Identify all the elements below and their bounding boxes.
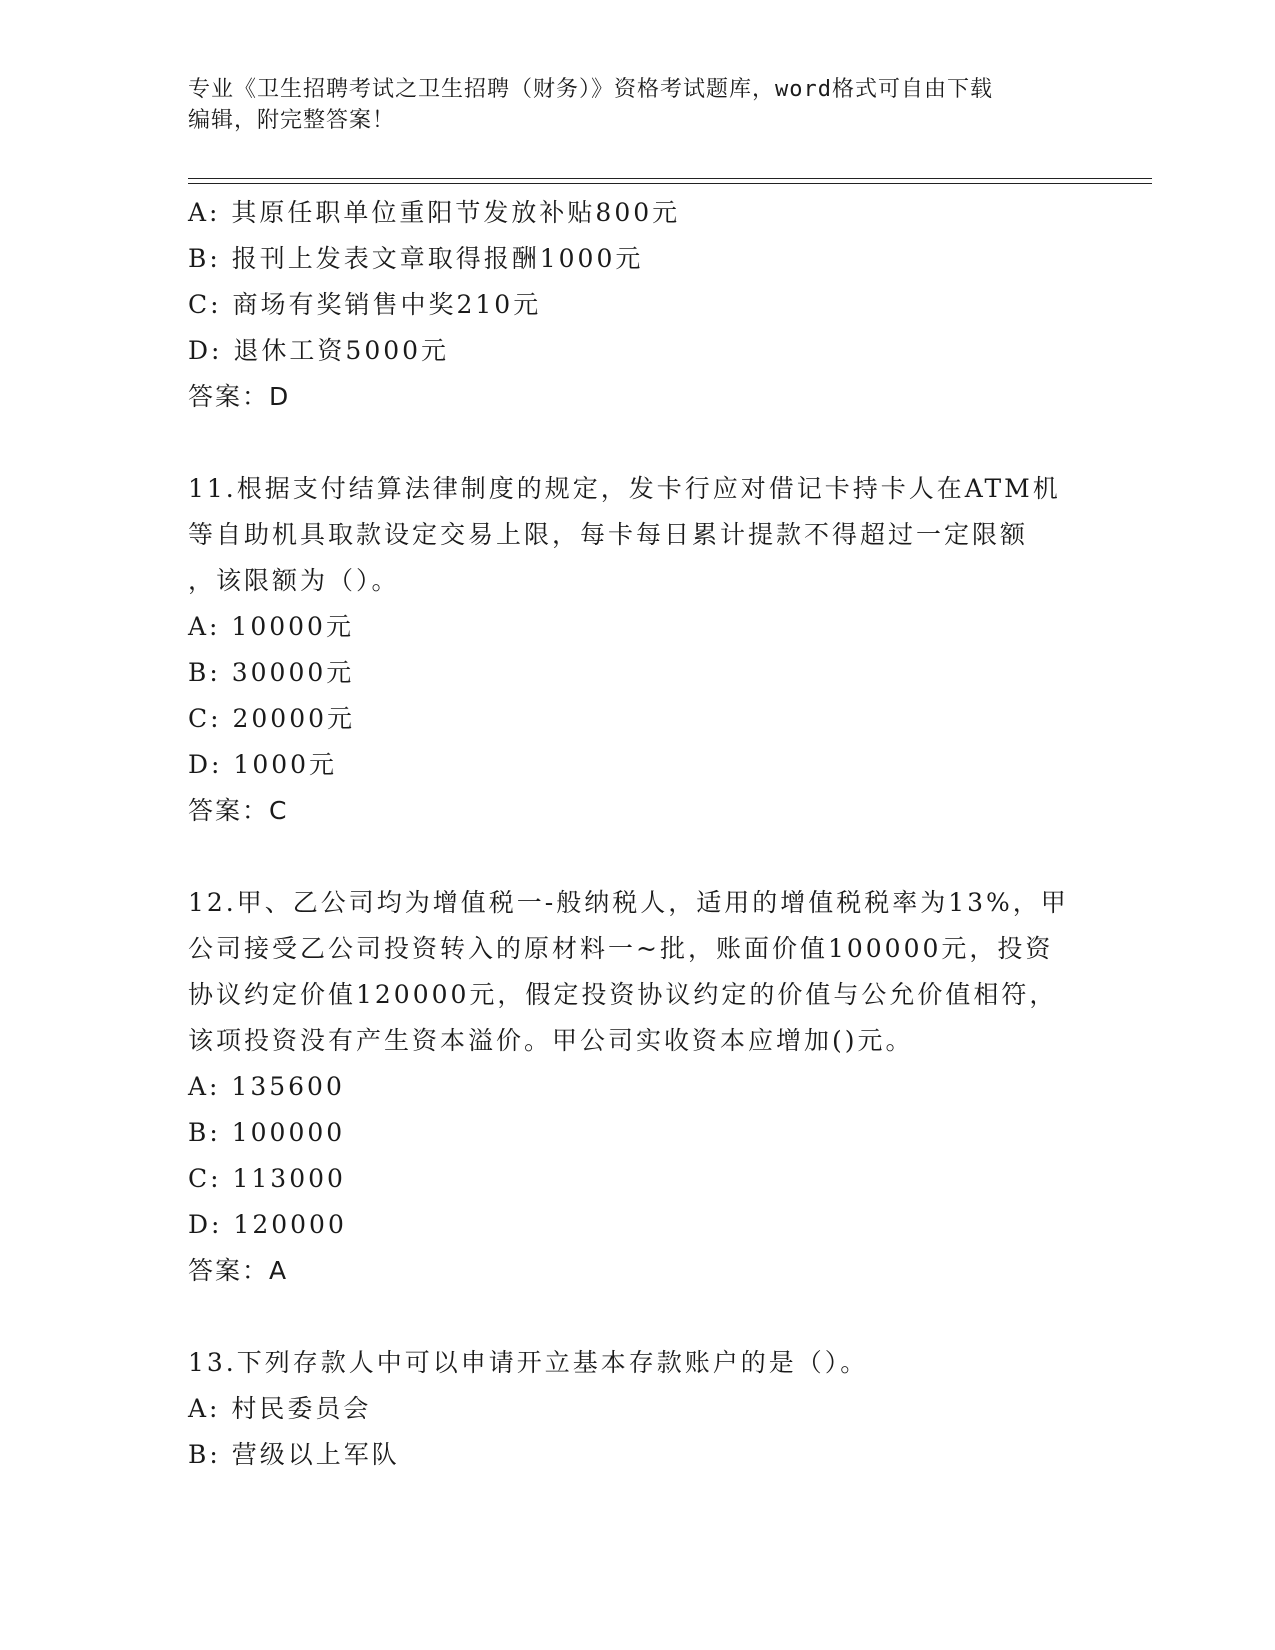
question-text-line: ，该限额为（）。	[188, 566, 400, 595]
answer-line: 答案：A	[188, 1256, 289, 1285]
option-d: D: 退休工资5000元	[188, 336, 450, 365]
question-text-line: 13.下列存款人中可以申请开立基本存款账户的是（）。	[188, 1348, 869, 1377]
option-b: B: 100000	[188, 1118, 346, 1147]
question-text-line: 11.根据支付结算法律制度的规定，发卡行应对借记卡持卡人在ATM机	[188, 474, 1061, 503]
question-12	[188, 880, 1088, 1294]
question-text-line: 公司接受乙公司投资转入的原材料一~批，账面价值100000元，投资	[188, 934, 1054, 963]
option-d: D: 1000元	[188, 750, 338, 779]
option-d: D: 120000	[188, 1210, 347, 1239]
header-line-2: 编辑，附完整答案！	[188, 108, 396, 133]
question-list	[188, 190, 1088, 1478]
spacer	[188, 834, 1088, 880]
question-text	[188, 466, 1068, 604]
option-b: B: 报刊上发表文章取得报酬1000元	[188, 244, 644, 273]
question-text-line: 等自助机具取款设定交易上限，每卡每日累计提款不得超过一定限额	[188, 520, 1029, 549]
question-text	[188, 1340, 1068, 1386]
option-b: B: 30000元	[188, 658, 355, 687]
option-a: A: 其原任职单位重阳节发放补贴800元	[188, 198, 681, 227]
question-text-line: 该项投资没有产生资本溢价。甲公司实收资本应增加()元。	[188, 1026, 914, 1055]
document-header	[188, 74, 1068, 136]
question-text-line: 协议约定价值120000元，假定投资协议约定的价值与公允价值相符，	[188, 980, 1058, 1009]
option-a: A: 135600	[188, 1072, 345, 1101]
spacer	[188, 1294, 1088, 1340]
answer-line: 答案：D	[188, 382, 291, 411]
answer-line: 答案：C	[188, 796, 289, 825]
option-a: A: 村民委员会	[188, 1394, 372, 1423]
question-text-line: 12.甲、乙公司均为增值税一-般纳税人，适用的增值税税率为13%，甲	[188, 888, 1069, 917]
option-a: A: 10000元	[188, 612, 354, 641]
header-divider-top	[188, 178, 1152, 179]
spacer	[188, 420, 1088, 466]
header-line-1: 专业《卫生招聘考试之卫生招聘（财务）》资格考试题库，word格式可自由下载	[188, 77, 993, 102]
question-text	[188, 880, 1068, 1064]
option-c: C: 113000	[188, 1164, 346, 1193]
option-c: C: 商场有奖销售中奖210元	[188, 290, 542, 319]
question-13	[188, 1340, 1088, 1478]
question-prev	[188, 190, 1088, 420]
option-b: B: 营级以上军队	[188, 1440, 400, 1469]
question-11	[188, 466, 1088, 834]
header-divider-bottom	[188, 183, 1152, 184]
option-c: C: 20000元	[188, 704, 356, 733]
